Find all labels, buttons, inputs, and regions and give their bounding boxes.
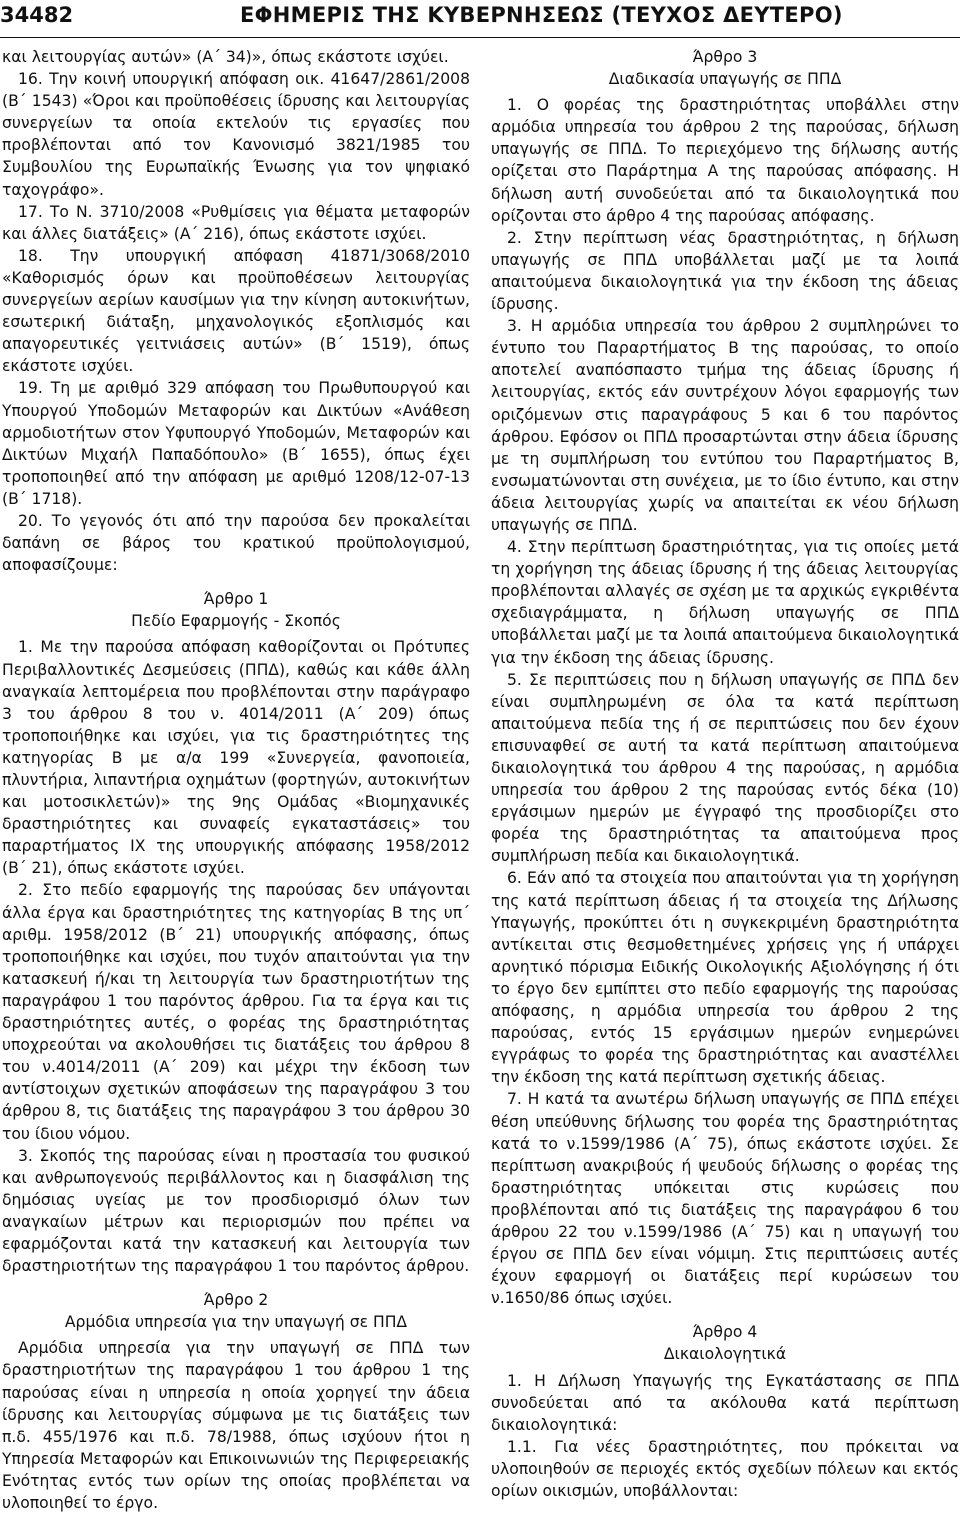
paragraph: 2. Στο πεδίο εφαρμογής της παρούσας δεν υπάγονται άλλα έργα και δραστηριότητες της κατηγορίας Β της υπ΄ αριθμ. 1958/2012 (Β΄ 21) υπουργικής απόφασης, όπως τροποποιήθηκε και ισχύει, που τυχόν απαιτούνται για την κατασκευή ή/και τη λειτουργία των δραστηριοτήτων της παραγράφου 1 του παρόντος άρθρου. Για τα έργα και τις δραστηριότητες αυτές, ο φορέας της δραστηριότητας υποχρεούται να ακολουθήσει τις διατάξεις του άρθρου 8 του ν.4014/2011 (Α΄ 209) και μέχρι την έκδοση των αντίστοιχων σχετικών αποφάσεων της παραγράφου 3 του άρθρου 8, τις διατάξεις της παραγράφου 3 του άρθρου 30 του ίδιου νόμου. [2, 881, 470, 1143]
paragraph: 5. Σε περιπτώσεις που η δήλωση υπαγωγής σε ΠΠΔ δεν είναι συμπληρωμένη σε όλα τα κατά περίπτωση απαιτούμενα πεδία της ή σε περιπτώσεις που δεν έχουν επισυναφθεί σε αυτή τα κατά περίπτωση απαιτούμενα δικαιολογητικά του άρθρου 4 της παρούσας, η αρμόδια υπηρεσία του άρθρου 2 της παρούσας εντός δέκα (10) εργάσιμων ημερών με έγγραφό της προσδιορίζει στο φορέα της δραστηριότητας τα απαιτούμενα προς συμπλήρωση πεδία και δικαιολογητικά. [491, 670, 959, 866]
article-3-title: Διαδικασία υπαγωγής σε ΠΠΔ [608, 70, 842, 89]
paragraph: 3. Η αρμόδια υπηρεσία του άρθρου 2 συμπληρώνει το έντυπο του Παραρτήματος Β της παρούσας, το οποίο αποτελεί αναπόσπαστο τμήμα της άδειας ίδρυσης ή λειτουργίας, εκτός εάν συντρέχουν λόγοι εφαρμογής των οριζόμενων στις παραγράφους 5 και 6 του παρόντος άρθρου. Εφόσον οι ΠΠΔ προσαρτώνται στην άδεια ίδρυσης με τη συμπλήρωση του εντύπου του Παραρτήματος Β, ενσωματώνονται στη συνέχεια, με το ίδιο έντυπο, και στην άδεια λειτουργίας χωρίς να απαιτείται εκ νέου δήλωση υπαγωγής σε ΠΠΔ. [491, 317, 959, 534]
paragraph: 4. Στην περίπτωση δραστηριότητας, για τις οποίες μετά τη χορήγηση της άδειας ίδρυσης ή της άδειας λειτουργίας προβλέπονται αλλαγές σε σχέση με τα αρχικώς εγκριθέντα σχεδιαγράμματα, η δήλωση υπαγωγής σε ΠΠΔ υποβάλλεται μαζί με τα λοιπά απαιτούμενα δικαιολογητικά για την έκδοση της άδειας ίδρυσης. [491, 538, 959, 667]
article-4-heading [491, 1321, 959, 1365]
paragraph: 19. Τη με αριθμό 329 απόφαση του Πρωθυπουργού και Υπουργού Υποδομών Μεταφορών και Δικτύων «Ανάθεση αρμοδιοτήτων στον Υφυπουργό Υποδομών, Μεταφορών και Δικτύων Μιχαήλ Παπαδόπουλο» (Β΄ 1655), όπως έχει τροποποιηθεί από την απόφαση με αριθμό 1208/12-07-13 (Β΄ 1718). [2, 379, 470, 508]
paragraph: 1. Ο φορέας της δραστηριότητας υποβάλλει στην αρμόδια υπηρεσία του άρθρου 2 της παρούσας, δήλωση υπαγωγής σε ΠΠΔ. Το περιεχόμενο της δήλωσης αυτής ορίζεται στο Παράρτημα Α της παρούσας απόφασης. Η δήλωση αυτή συνοδεύεται από τα δικαιολογητικά που ορίζονται στο άρθρο 4 της παρούσας απόφασης. [491, 96, 959, 225]
paragraph: Αρμόδια υπηρεσία για την υπαγωγή σε ΠΠΔ των δραστηριοτήτων της παραγράφου 1 του άρθρου 1 της παρούσας είναι η υπηρεσία η οποία χορηγεί την άδεια ίδρυσης και λειτουργίας σύμφωνα με τις διατάξεις των π.δ. 455/1976 και π.δ. 78/1988, όπως ισχύουν ήτοι η Υπηρεσία Μεταφορών και Επικοινωνιών της Περιφερειακής Ενότητας εντός των ορίων της οποίας προβλέπεται να υλοποιηθεί το έργο. [2, 1339, 470, 1512]
page-number: 34482 [0, 3, 74, 27]
article-2-number: Άρθρο 2 [203, 1291, 269, 1310]
paragraph: 17. Το Ν. 3710/2008 «Ρυθμίσεις για θέματα μεταφορών και άλλες διατάξεις» (Α΄ 216), όπως εκάστοτε ισχύει. [2, 202, 470, 243]
gazette-title: ΕΦΗΜΕΡΙΣ ΤΗΣ ΚΥΒΕΡΝΗΣΕΩΣ (ΤΕΥΧΟΣ ΔΕΥΤΕΡΟ) [240, 3, 843, 27]
spacer [491, 1309, 959, 1321]
paragraph: 3. Σκοπός της παρούσας είναι η προστασία του φυσικού και ανθρωπογενούς περιβάλλοντος και η διασφάλιση της δημόσιας υγείας με τον προσδιορισμό όλων των αναγκαίων μέτρων και περιορισμών που πρέπει να εφαρμόζονται κατά την κατασκευή και λειτουργία των δραστηριοτήτων της παραγράφου 1 του παρόντος άρθρου. [2, 1146, 470, 1276]
paragraph: 20. Το γεγονός ότι από την παρούσα δεν προκαλείται δαπάνη σε βάρος του κρατικού προϋπολογισμού, αποφασίζουμε: [2, 511, 470, 575]
article-1-number: Άρθρο 1 [203, 590, 269, 609]
header-rule [0, 37, 960, 38]
paragraph: 7. Η κατά τα ανωτέρω δήλωση υπαγωγής σε ΠΠΔ επέχει θέση υπεύθυνης δήλωσης του φορέα της δραστηριότητας κατά το ν.1599/1986 (Α΄ 75), όπως εκάστοτε ισχύει. Σε περίπτωση ανακριβούς ή ψευδούς δήλωσης ο φορέας της δραστηριότητας υπόκειται στις κυρώσεις που προβλέπονται από τις διατάξεις της παραγράφου 6 του άρθρου 22 του ν.1599/1986 (Α΄ 75) και η υπαγωγή του έργου σε ΠΠΔ δεν είναι νόμιμη. Στις περιπτώσεις αυτές έχουν εφαρμογή οι διατάξεις περί κυρώσεων του ν.1650/86 όπως ισχύει. [491, 1090, 959, 1308]
article-3-heading [491, 46, 959, 90]
paragraph: 6. Εάν από τα στοιχεία που απαιτούνται για τη χορήγηση της κατά περίπτωση άδειας ή τα στοιχεία της Δήλωσης Υπαγωγής, προκύπτει ότι η συγκεκριμένη δραστηριότητα αντίκειται στις θεσμοθετημένες χρήσεις γης ή υπάρχει αρνητικό πόρισμα Ειδικής Οικολογικής Αξιολόγησης ή ότι το έργο δεν εμπίπτει στο πεδίο εφαρμογής της παρούσας απόφασης, η αρμόδια υπηρεσία του άρθρου 2 της παρούσας, εντός 15 εργάσιμων ημερών ενημερώνει εγγράφως το φορέα της δραστηριότητας και αναστέλλει την έκδοση της κατά περίπτωση σχετικής άδειας. [491, 869, 959, 1087]
paragraph: 1. Με την παρούσα απόφαση καθορίζονται οι Πρότυπες Περιβαλλοντικές Δεσμεύσεις (ΠΠΔ), καθώς και κάθε άλλη αναγκαία λεπτομέρεια που προβλέπονται στην παράγραφο 3 του άρθρου 8 του ν. 4014/2011 (Α΄ 209) όπως τροποποιήθηκε και ισχύει, για τις δραστηριότητες της κατηγορίας Β με α/α 199 «Συνεργεία, φανοποιεία, πλυντήρια, λιπαντήρια οχημάτων (φορτηγών, αυτοκινήτων και μοτοσικλετών)» της 9ης Ομάδας «Βιομηχανικές δραστηριότητες και συναφείς εγκαταστάσεις» του παραρτήματος IX της υπουργικής απόφασης 1958/2012 (Β΄ 21), όπως εκάστοτε ισχύει. [2, 638, 470, 878]
left-column [2, 46, 470, 1514]
spacer [2, 1277, 470, 1289]
spacer [2, 576, 470, 588]
paragraph: 1.1. Για νέες δραστηριότητες, που πρόκειται να υλοποιηθούν σε περιοχές εκτός σχεδίων πόλεων και εκτός ορίων οικισμών, υποβάλλονται: [491, 1437, 959, 1500]
right-column [491, 46, 959, 1502]
article-4-title: Δικαιολογητικά [663, 1345, 787, 1364]
paragraph: 2. Στην περίπτωση νέας δραστηριότητας, η δήλωση υπαγωγής σε ΠΠΔ υποβάλλεται μαζί με τα λοιπά απαιτούμενα δικαιολογητικά για την έκδοση της άδειας ίδρυσης. [491, 228, 959, 314]
paragraph: και λειτουργίας αυτών» (Α΄ 34)», όπως εκάστοτε ισχύει. [2, 48, 449, 66]
article-3-number: Άρθρο 3 [692, 48, 758, 66]
page-header [0, 0, 960, 40]
article-1-heading [2, 588, 470, 632]
paragraph: 16. Την κοινή υπουργική απόφαση οικ. 41647/2861/2008 (Β΄ 1543) «Όροι και προϋποθέσεις ίδρυσης και λειτουργίας συνεργείων τα οποία εκτελούν τις εργασίες που προβλέπονται από τον Κανονισμό 3821/1985 του Συμβουλίου της Ευρωπαϊκής Ένωσης για τον ψηφιακό ταχογράφο». [2, 70, 470, 199]
article-4-number: Άρθρο 4 [692, 1323, 758, 1342]
paragraph: 18. Την υπουργική απόφαση 41871/3068/2010 «Καθορισμός όρων και προϋποθέσεων λειτουργίας συνεργείων αερίων καυσίμων για την κίνηση αυτοκινήτων, εσωτερική διάταξη, μηχανολογικός εξοπλισμός και απαγορευτικές γειτνιάσεις αυτών» (Β΄ 1519), όπως εκάστοτε ισχύει. [2, 246, 470, 376]
paragraph: 1. Η Δήλωση Υπαγωγής της Εγκατάστασης σε ΠΠΔ συνοδεύεται από τα ακόλουθα κατά περίπτωση δικαιολογητικά: [491, 1371, 959, 1434]
article-2-heading [2, 1289, 470, 1333]
article-1-title: Πεδίο Εφαρμογής - Σκοπός [131, 612, 341, 631]
article-2-title: Αρμόδια υπηρεσία για την υπαγωγή σε ΠΠΔ [64, 1313, 408, 1332]
